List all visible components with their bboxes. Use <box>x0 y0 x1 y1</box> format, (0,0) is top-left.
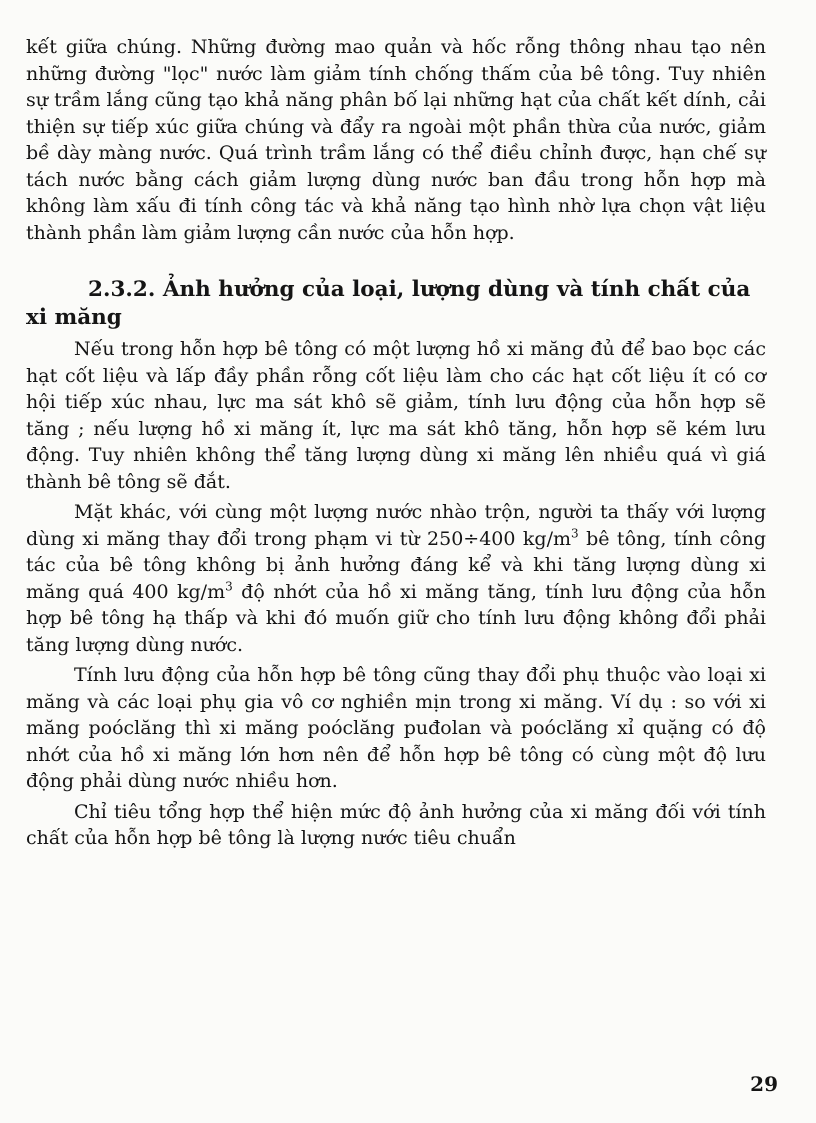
paragraph-text-c: độ nhớt của hồ xi măng tăng, tính lưu động của hỗn hợp bê tông hạ thấp và khi đó muốn giữ cho tính lưu động không đổi phải tăng lượng dùng nước. <box>26 580 767 656</box>
section-heading: 2.3.2. Ảnh hưởng của loại, lượng dùng và tính chất của xi măng <box>26 277 751 330</box>
paragraph-standard-water: Chỉ tiêu tổng hợp thể hiện mức độ ảnh hưởng của xi măng đối với tính chất của hỗn hợp bê tông là lượng nước tiêu chuẩn <box>26 800 766 849</box>
paragraph-cement-amount <box>26 499 766 658</box>
paragraph-text-b: bê tông, tính công tác của bê tông không bị ảnh hưởng đáng kể và khi tăng lượng dùng xi măng quá 400 kg/m <box>26 527 766 603</box>
page-number: 29 <box>750 1072 778 1096</box>
paragraph-cement-paste: Nếu trong hỗn hợp bê tông có một lượng hồ xi măng đủ để bao bọc các hạt cốt liệu và lấp đầy phần rỗng cốt liệu làm cho các hạt cốt liệu ít có cơ hội tiếp xúc nhau, lực ma sát khô sẽ giảm, tính lưu động của hỗn hợp sẽ tăng ; nếu lượng hồ xi măng ít, lực ma sát khô tăng, hỗn hợp sẽ kém lưu động. Tuy nhiên không thể tăng lượng dùng xi măng lên nhiều quá vì giá thành bê tông sẽ đắt. <box>26 338 766 493</box>
superscript: 3 <box>571 526 579 541</box>
page-body <box>26 34 766 852</box>
paragraph-cement-type: Tính lưu động của hỗn hợp bê tông cũng thay đổi phụ thuộc vào loại xi măng và các loại phụ gia vô cơ nghiền mịn trong xi măng. Ví dụ : so với xi măng poóclăng thì xi măng poóclăng puđolan và poóclăng xỉ quặng có độ nhớt của hồ xi măng lớn hơn nên để hỗn hợp bê tông có cùng một độ lưu động phải dùng nước nhiều hơn. <box>26 664 766 792</box>
paragraph-continued: kết giữa chúng. Những đường mao quản và hốc rỗng thông nhau tạo nên những đường "lọc" nước làm giảm tính chống thấm của bê tông. Tuy nhiên sự trầm lắng cũng tạo khả năng phân bố lại những hạt của chất kết dính, cải thiện sự tiếp xúc giữa chúng và đẩy ra ngoài một phần thừa của nước, giảm bề dày màng nước. Quá trình trầm lắng có thể điều chỉnh được, hạn chế sự tách nước bằng cách giảm lượng dùng nước ban đầu trong hỗn hợp mà không làm xấu đi tính công tác và khả năng tạo hình nhờ lựa chọn vật liệu thành phần làm giảm lượng cần nước của hỗn hợp. <box>26 36 766 244</box>
paragraph-text-a: Mặt khác, với cùng một lượng nước nhào trộn, người ta thấy với lượng dùng xi măng thay đổi trong phạm vi từ 250÷400 kg/m <box>26 501 766 550</box>
superscript: 3 <box>225 579 233 594</box>
